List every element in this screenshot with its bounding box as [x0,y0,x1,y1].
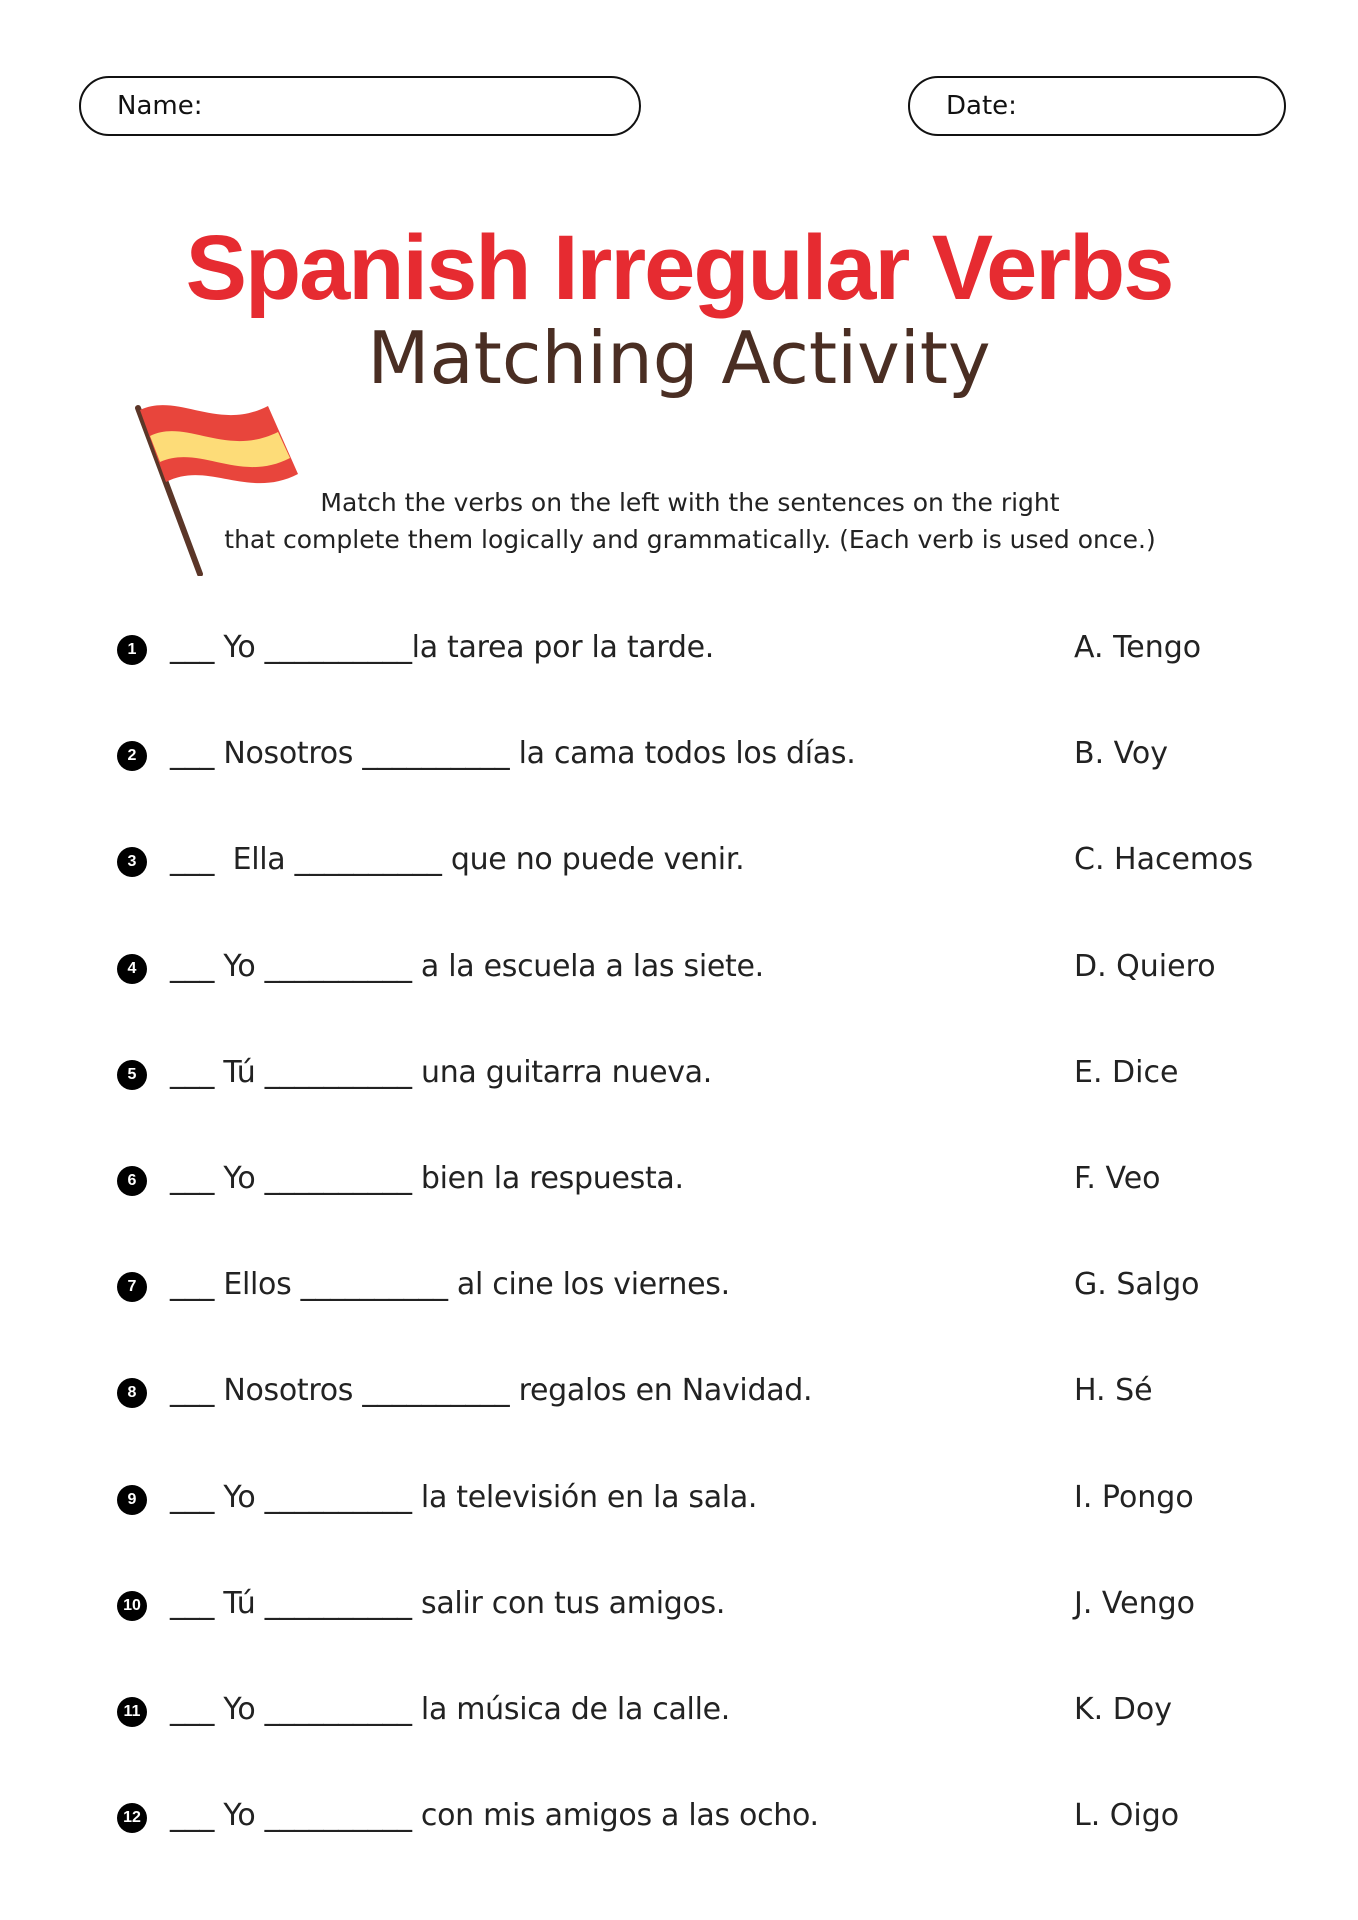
answer-option: E. Dice [1074,1055,1179,1090]
item-sentence: ___ Yo __________ con mis amigos a las ocho. [170,1798,819,1833]
matching-item [0,1157,1358,1207]
answer-option: I. Pongo [1074,1480,1194,1515]
item-sentence: ___ Nosotros __________ la cama todos los días. [170,736,856,771]
matching-item [0,945,1358,995]
item-sentence: ___ Yo __________ a la escuela a las siete. [170,949,764,984]
matching-item [0,732,1358,782]
item-sentence: ___ Nosotros __________ regalos en Navidad. [170,1373,813,1408]
instructions-line-2: that complete them logically and grammatically. (Each verb is used once.) [224,525,1156,554]
item-number-badge: 3 [117,847,147,877]
instructions-line-1: Match the verbs on the left with the sentences on the right [320,488,1060,517]
answer-option: G. Salgo [1074,1267,1200,1302]
item-number-badge: 12 [117,1803,147,1833]
item-sentence: ___ Yo __________ la música de la calle. [170,1692,731,1727]
matching-item [0,838,1358,888]
name-label: Name: [117,91,203,121]
item-sentence: ___ Ellos __________ al cine los viernes. [170,1267,730,1302]
matching-item [0,1582,1358,1632]
item-sentence: ___ Yo __________ bien la respuesta. [170,1161,684,1196]
matching-item [0,1476,1358,1526]
answer-option: D. Quiero [1074,949,1216,984]
answer-option: F. Veo [1074,1161,1161,1196]
answer-option: B. Voy [1074,736,1168,771]
item-sentence: ___ Yo __________la tarea por la tarde. [170,630,715,665]
answer-option: C. Hacemos [1074,842,1254,877]
matching-item [0,1051,1358,1101]
item-sentence: ___ Tú __________ salir con tus amigos. [170,1586,726,1621]
matching-item [0,1369,1358,1419]
item-sentence: ___ Ella __________ que no puede venir. [170,842,745,877]
answer-option: L. Oigo [1074,1798,1180,1833]
item-sentence: ___ Tú __________ una guitarra nueva. [170,1055,712,1090]
matching-item [0,626,1358,676]
answer-option: J. Vengo [1074,1586,1195,1621]
instructions [190,484,1190,558]
item-number-badge: 4 [117,954,147,984]
item-number-badge: 1 [117,635,147,665]
name-field[interactable] [79,76,641,136]
matching-item [0,1794,1358,1844]
answer-option: H. Sé [1074,1373,1153,1408]
item-number-badge: 9 [117,1485,147,1515]
page-title: Spanish Irregular Verbs [185,217,1173,319]
date-label: Date: [946,91,1017,121]
item-number-badge: 8 [117,1378,147,1408]
answer-option: K. Doy [1074,1692,1172,1727]
item-number-badge: 7 [117,1272,147,1302]
item-number-badge: 5 [117,1060,147,1090]
matching-item [0,1688,1358,1738]
page-subtitle: Matching Activity [367,316,991,400]
item-number-badge: 10 [117,1591,147,1621]
matching-item [0,1263,1358,1313]
item-sentence: ___ Yo __________ la televisión en la sala. [170,1480,758,1515]
item-number-badge: 2 [117,741,147,771]
answer-option: A. Tengo [1074,630,1202,665]
date-field[interactable] [908,76,1286,136]
item-number-badge: 6 [117,1166,147,1196]
item-number-badge: 11 [117,1697,147,1727]
